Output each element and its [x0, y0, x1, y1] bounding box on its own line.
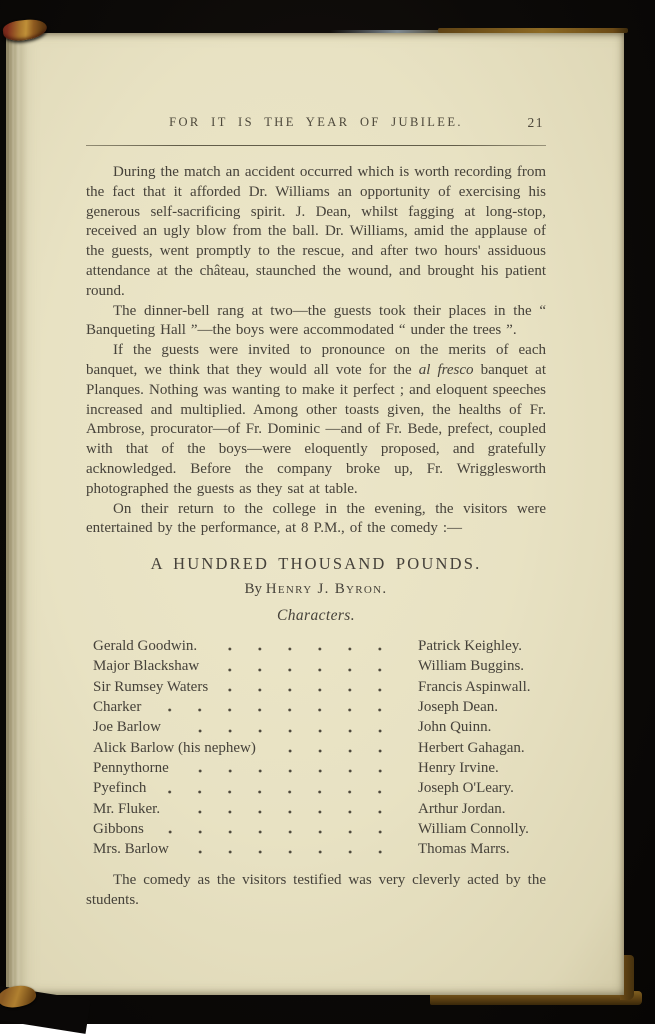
cast-role: Joe Barlow — [93, 719, 161, 736]
cast-row — [93, 799, 546, 819]
play-byline — [86, 581, 546, 598]
cast-row — [93, 738, 546, 758]
cast-actor: Patrick Keighley. — [418, 638, 522, 655]
page-number: 21 — [527, 115, 544, 130]
paragraph-dinner-bell: The dinner-bell rang at two—the guests took their places in the “ Banqueting Hall ”—the boys were accommodated “ under the trees ”. — [86, 302, 546, 339]
cast-actor: Herbert Gahagan. — [418, 739, 525, 756]
paragraph-return: On their return to the college in the evening, the visitors were entertained by the performance, at 8 P.M., of the comedy :— — [86, 500, 546, 537]
running-title: FOR IT IS THE YEAR OF JUBILEE. — [169, 115, 463, 129]
cast-role: Sir Rumsey Waters — [93, 678, 209, 695]
play-title: A HUNDRED THOUSAND POUNDS. — [150, 554, 482, 574]
byline-author: Henry J. Byron. — [265, 581, 388, 598]
dot-leader — [158, 790, 408, 794]
book-page — [6, 33, 624, 995]
cast-actor: William Connolly. — [418, 820, 529, 837]
dot-leader — [181, 850, 408, 854]
cast-row — [93, 697, 546, 717]
dot-leader — [181, 769, 408, 773]
paragraph-banquet-pre: If the guests were invited to pronounce on the merits of each banquet, we think that they would all vote for the — [86, 342, 546, 378]
cast-role: Alick Barlow (his nephew) — [93, 739, 256, 756]
cast-role: Charker — [93, 699, 142, 716]
dot-leader — [220, 688, 408, 692]
cast-actor: Joseph Dean. — [418, 699, 498, 716]
cast-row — [93, 656, 546, 676]
cast-actor: William Buggins. — [418, 658, 525, 675]
cast-actor: Joseph O'Leary. — [418, 780, 514, 797]
cast-row — [93, 839, 546, 859]
dot-leader — [211, 668, 408, 672]
dot-leader — [268, 749, 408, 753]
cast-row — [93, 717, 546, 737]
cast-actor: Francis Aspinwall. — [418, 678, 531, 695]
paragraph-closing: The comedy as the visitors testified was very cleverly acted by the students. — [86, 872, 546, 909]
byline-by-label: By — [244, 581, 266, 598]
cast-row — [93, 819, 546, 839]
cast-actor: Henry Irvine. — [418, 759, 499, 776]
dot-leader — [172, 810, 408, 814]
cast-row — [93, 758, 546, 778]
cast-row — [93, 677, 546, 697]
cast-role: Gerald Goodwin. — [93, 638, 198, 655]
cast-role: Pyefinch — [93, 780, 147, 797]
dot-leader — [209, 647, 408, 651]
dot-leader — [153, 708, 408, 712]
cast-row — [93, 778, 546, 798]
dot-leader — [173, 729, 408, 733]
paragraph-banquet — [86, 341, 546, 499]
paragraph-banquet-italic: al fresco — [418, 361, 474, 378]
cast-role: Pennythorne — [93, 759, 169, 776]
header-rule — [86, 145, 546, 146]
cast-row — [93, 636, 546, 656]
cast-role: Mrs. Barlow — [93, 841, 169, 858]
paragraph-banquet-post: banquet at Planques. Nothing was wanting to make it perfect ; and eloquent speeches increased and multiplied. Among other toasts given, the healths of Fr. Ambrose, procurator—of Fr. Dominic —and of Fr. Bede, prefect, coupled with that of the boys—were eloquently proposed, and gratefully acknowledged. Before the company broke up, Fr. Wrigglesworth photographed the guests as they sat at table. — [86, 361, 546, 497]
running-header — [86, 115, 546, 133]
page-content — [6, 33, 624, 995]
paragraph-accident: During the match an accident occurred which is worth recording from the fact that it afforded Dr. Williams an opportunity of exercising his generous self-sacrificing spirit. J. Dean, whilst fagging at long-stop, received an ugly blow from the ball. Dr. Williams, amid the applause of the guests, went promptly to the rescue, and after two hours' assiduous attendance at the château, staunched the wound, and brought his patient round. — [86, 164, 546, 299]
cast-actor: Arthur Jordan. — [418, 800, 506, 817]
cast-list — [86, 636, 546, 859]
cast-role: Major Blackshaw — [93, 658, 200, 675]
cast-actor: Thomas Marrs. — [418, 841, 510, 858]
characters-heading: Characters. — [276, 607, 356, 625]
cast-role: Gibbons — [93, 820, 144, 837]
dot-leader — [156, 830, 408, 834]
cast-role: Mr. Fluker. — [93, 800, 161, 817]
cast-actor: John Quinn. — [418, 719, 492, 736]
